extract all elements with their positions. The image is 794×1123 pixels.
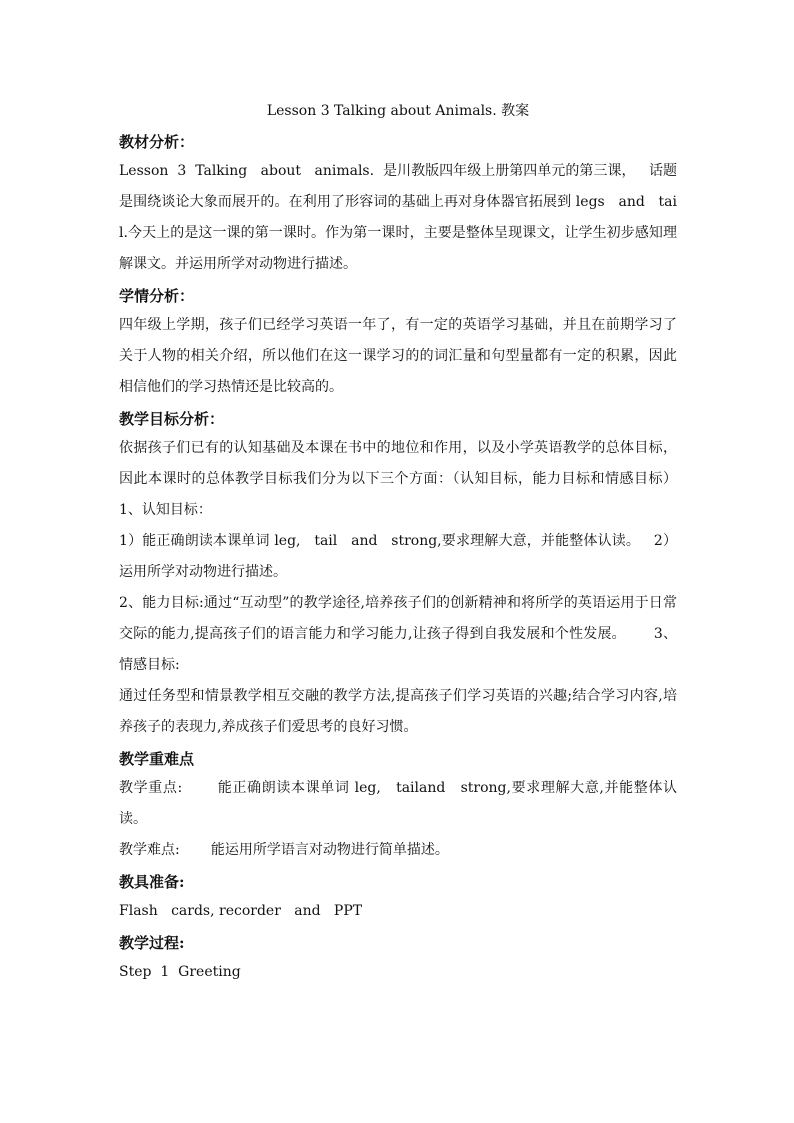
section-heading-teaching-objectives: 教学目标分析： (119, 410, 225, 428)
teaching-objectives-intro: 依据孩子们已有的认知基础及本课在书中的地位和作用，以及小学英语教学的总体目标，因此本课时的总体教学目标我们分为以下三个方面：（认知目标，能力目标和情感目标） 1、认知目标： (119, 440, 704, 518)
teaching-process-step-1: Step 1 Greeting (119, 964, 241, 980)
teaching-aids-text: Flash cards, recorder and PPT (119, 903, 363, 919)
cognitive-objective-items: 1）能正确朗读本课单词 leg, tail and strong,要求理解大意，并能整体认读。 2）运用所学对动物进行描述。 (119, 533, 677, 580)
section-heading-student-analysis: 学情分析： (119, 287, 195, 305)
emotional-objective: 通过任务型和情景教学相互交融的教学方法,提高孩子们学习英语的兴趣;结合学习内容,培养孩子的表现力,养成孩子们爱思考的良好习惯。 (119, 688, 677, 735)
textbook-analysis-text: Lesson 3 Talking about animals. 是川教版四年级上册第四单元的第三课， 话题是围绕谈论大象而展开的。在利用了形容词的基础上再对身体器官拓展到 legs and tail.今天上的是这一课的第一课时。作为第一课时，主要是整体呈现课文，让学生初步感知理解课文。并运用所学对动物进行描述。 (119, 163, 677, 272)
difficult-point-text: 教学难点: 能运用所学语言对动物进行简单描述。 (119, 842, 449, 858)
section-heading-teaching-aids: 教具准备: (119, 873, 185, 891)
document-title: Lesson 3 Talking about Animals. 教案 (266, 103, 530, 119)
section-heading-teaching-process: 教学过程: (119, 934, 185, 952)
document-page (119, 96, 704, 988)
key-point-text: 教学重点: 能正确朗读本课单词 leg, tailand strong,要求理解大意,并能整体认读。 (119, 780, 677, 827)
ability-objective: 2、能力目标:通过“互动型”的教学途径,培养孩子们的创新精神和将所学的英语运用于日常交际的能力,提高孩子们的语言能力和学习能力,让孩子得到自我发展和个性发展。 3、情感目标: (119, 595, 677, 673)
student-analysis-text: 四年级上学期，孩子们已经学习英语一年了，有一定的英语学习基础，并且在前期学习了关于人物的相关介绍，所以他们在这一课学习的的词汇量和句型量都有一定的积累，因此相信他们的学习热情还是比较高的。 (119, 317, 677, 395)
section-heading-key-difficult-points: 教学重难点 (119, 750, 195, 768)
section-heading-textbook-analysis: 教材分析： (119, 133, 195, 151)
